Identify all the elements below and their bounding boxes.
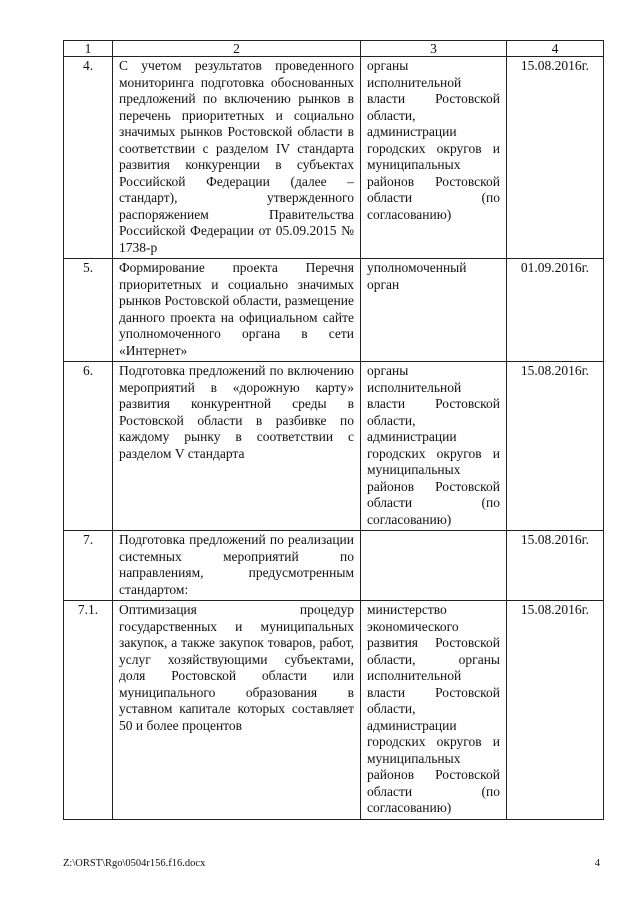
table-row [64,362,604,531]
row-deadline: 15.08.2016г. [507,362,604,531]
header-cell-4: 4 [507,41,604,57]
header-cell-3: 3 [361,41,507,57]
footer-page-number: 4 [594,858,600,869]
row-description: С учетом результатов проведенного мониторинга подготовка обоснованных предложений по включению рынков в перечень приоритетных и социально значимых рынков Ростовской области в соответствии с разделом IV стандарта развития конкуренции в субъектах Российской Федерации (далее – стандарт), утвержденного распоряжением Правительства Российской Федерации от 05.09.2015 № 1738-р [113,57,361,259]
row-deadline: 01.09.2016г. [507,259,604,362]
row-deadline: 15.08.2016г. [507,531,604,601]
row-executor: органы исполнительной власти Ростовской области, администрации городских округов и муниципальных районов Ростовской области (по согласованию) [361,57,507,259]
row-number: 5. [64,259,113,362]
row-description: Формирование проекта Перечня приоритетных и социально значимых рынков Ростовской области, размещение данного проекта на официальном сайте уполномоченного органа в сети «Интернет» [113,259,361,362]
table-row [64,601,604,820]
row-executor: уполномоченный орган [361,259,507,362]
row-description: Оптимизация процедур государственных и муниципальных закупок, а также закупок товаров, работ, услуг хозяйствующими субъектами, доля Ростовской области или муниципального образования в уставном капитале которых составляет 50 и более процентов [113,601,361,820]
row-executor: органы исполнительной власти Ростовской области, администрации городских округов и муниципальных районов Ростовской области (по согласованию) [361,362,507,531]
plan-table [63,40,604,820]
row-number: 4. [64,57,113,259]
table-row [64,531,604,601]
row-executor: министерство экономического развития Ростовской области, органы исполнительной власти Ростовской области, администрации городских округов и муниципальных районов Ростовской области (по согласованию) [361,601,507,820]
table-row [64,57,604,259]
row-description: Подготовка предложений по реализации системных мероприятий по направлениям, предусмотренным стандартом: [113,531,361,601]
row-description: Подготовка предложений по включению мероприятий в «дорожную карту» развития конкурентной среды в Ростовской области в разбивке по каждому рынку в соответствии с разделом V стандарта [113,362,361,531]
table-header-row [64,41,604,57]
row-deadline: 15.08.2016г. [507,57,604,259]
row-deadline: 15.08.2016г. [507,601,604,820]
header-cell-1: 1 [64,41,113,57]
row-number: 7. [64,531,113,601]
footer-file-path: Z:\ORST\Rgo\0504r156.f16.docx [63,858,206,869]
row-number: 6. [64,362,113,531]
table-row [64,259,604,362]
header-cell-2: 2 [113,41,361,57]
row-executor [361,531,507,601]
row-number: 7.1. [64,601,113,820]
